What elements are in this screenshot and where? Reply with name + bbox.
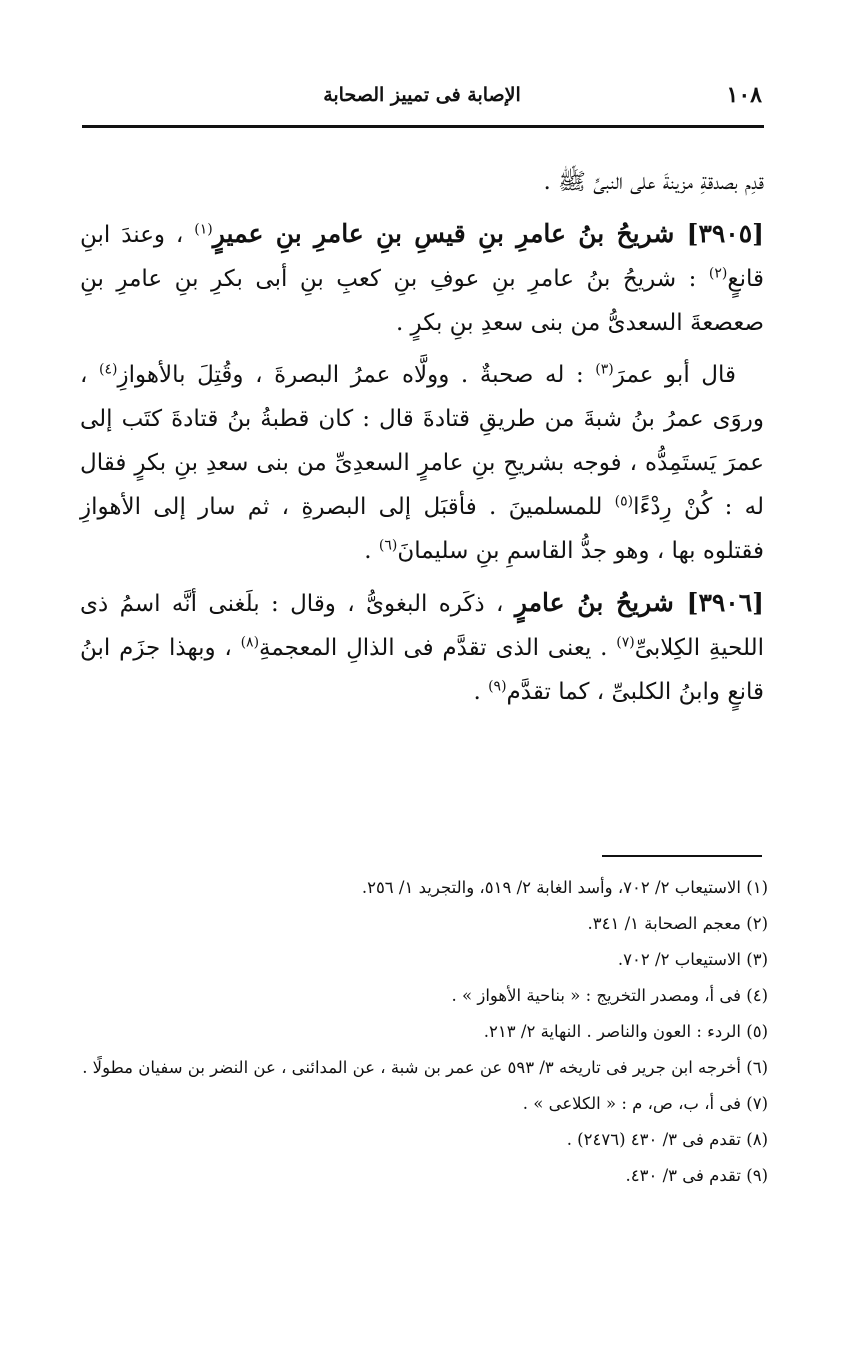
entry-text: : شريحُ بنُ عامرِ بنِ عوفِ بنِ كعبِ بنِ أبى بكرِ بنِ عامرِ بنِ صعصعةَ السعدىُّ من بنى سعدِ بنِ بكرٍ .	[80, 266, 764, 336]
footnote-ref[interactable]: (٤)	[99, 361, 118, 378]
footnote-9: (٩) تقدم فى ٣/ ٤٣٠.	[625, 1166, 768, 1185]
paragraph-text: ، وروَى عمرُ بنُ شبةَ من طريقِ قتادةَ قال : كان قطبةُ بنُ قتادةَ كتَب إلى عمرَ يَستَمِدُّه ، فوجه بشريحِ بنِ عامرٍ السعدِىِّ من بنى سعدِ بنِ بكرٍ فقال له : كُنْ رِدْءًا	[80, 362, 764, 520]
paragraph-text: قال أبو عمرَ	[613, 362, 736, 388]
intro-text: قدِم بصدقةِ مزينةَ على النبىِّ ﷺ .	[543, 169, 764, 195]
main-text	[80, 160, 764, 722]
header-rule	[82, 125, 764, 128]
footnote-ref[interactable]: (١)	[194, 221, 213, 238]
footnote-ref[interactable]: (٦)	[378, 537, 398, 554]
footnote-1: (١) الاستيعاب ٢/ ٧٠٢، وأسد الغابة ٢/ ٥١٩، والتجريد ١/ ٢٥٦.	[361, 878, 768, 897]
footnote-2: (٢) معجم الصحابة ١/ ٣٤١.	[587, 914, 768, 933]
footnote-ref[interactable]: (٥)	[614, 493, 634, 510]
footnote-ref[interactable]: (٢)	[708, 265, 728, 282]
footnote-rule	[602, 855, 762, 857]
entry-text: . يعنى الذى تقدَّم فى الذالِ المعجمةِ	[259, 635, 617, 661]
footnote-3: (٣) الاستيعاب ٢/ ٧٠٢.	[617, 950, 768, 969]
paragraph-intro	[80, 160, 764, 204]
running-header	[82, 82, 762, 112]
page-number: ١٠٨	[726, 82, 762, 108]
paragraph-text: .	[364, 538, 379, 564]
footnote-ref[interactable]: (٧)	[616, 634, 635, 651]
entry-heading: [٣٩٠٦] شريحُ بنُ عامرٍ	[514, 588, 764, 617]
footnote-4: (٤) فى أ، ومصدر التخريج : « بناحية الأهواز » .	[451, 986, 768, 1005]
footnote-ref[interactable]: (٣)	[595, 361, 614, 378]
entry-text: ، ذكَره البغوىُّ ، وقال : بلَغنى أنَّه اسمُ ذى اللحيةِ الكِلابىِّ	[80, 591, 764, 661]
entry-3906	[80, 581, 764, 714]
entry-heading: [٣٩٠٥] شريحُ بنُ عامرِ بنِ قيسِ بنِ عامرِ بنِ عميرٍ	[212, 219, 765, 248]
paragraph-text: للمسلمينَ . فأقبَل إلى البصرةِ ، ثم سار إلى الأهوازِ فقتلوه بها ، وهو جدُّ القاسمِ بنِ سليمانَ	[80, 494, 764, 564]
footnote-ref[interactable]: (٩)	[488, 678, 507, 695]
footnotes	[78, 870, 768, 1194]
entry-text: .	[473, 679, 489, 705]
entry-text: ، وعندَ ابنِ قانعٍ	[80, 222, 764, 292]
footnote-8: (٨) تقدم فى ٣/ ٤٣٠ (٢٤٧٦) .	[566, 1130, 768, 1149]
footnote-7: (٧) فى أ، ب، ص، م : « الكلاعى » .	[522, 1094, 768, 1113]
book-title: الإصابة فى تمييز الصحابة	[323, 84, 521, 106]
paragraph-abu-umar	[80, 353, 764, 573]
entry-3905	[80, 212, 764, 345]
paragraph-text: : له صحبةٌ . وولَّاه عمرُ البصرةَ ، وقُتِلَ بالأهوازِ	[117, 362, 596, 388]
footnote-6: (٦) أخرجه ابن جرير فى تاريخه ٣/ ٥٩٣ عن عمر بن شبة ، عن المدائنى ، عن النضر بن سفيان مطولًا .	[82, 1058, 768, 1077]
entry-text: ، وبهذا جزَم ابنُ قانعٍ وابنُ الكلبىِّ ، كما تقدَّم	[80, 635, 764, 705]
footnote-ref[interactable]: (٨)	[240, 634, 260, 651]
footnote-5: (٥) الردء : العون والناصر . النهاية ٢/ ٢١٣.	[483, 1022, 768, 1041]
